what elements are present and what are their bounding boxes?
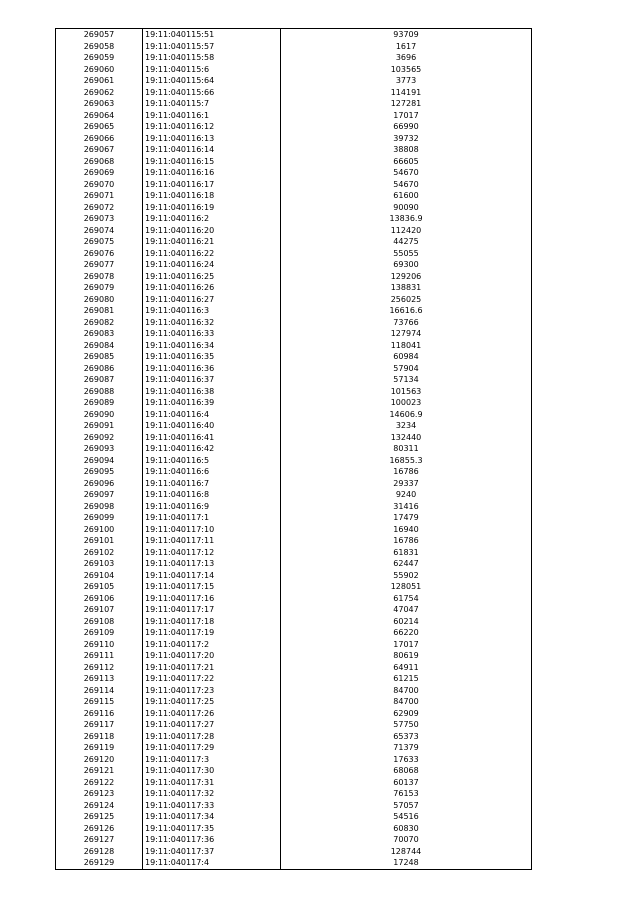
value-cell: 60830 — [393, 823, 419, 833]
table-row — [56, 731, 532, 743]
value-cell: 114191 — [390, 87, 422, 97]
value-cell: 76153 — [393, 789, 419, 798]
table-row — [56, 190, 532, 202]
table-row — [56, 75, 532, 87]
value-cell: 61754 — [393, 593, 419, 603]
row-id-cell: 269093 — [56, 443, 143, 455]
row-id-cell: 269075 — [56, 236, 143, 248]
value-cell: 16855.3 — [389, 455, 423, 465]
row-id-cell: 269112 — [56, 662, 143, 674]
value-cell: 14606.9 — [389, 409, 423, 419]
cadastral-number-cell: 19:11:040116:32 — [143, 317, 281, 329]
cadastral-number-cell: 19:11:040117:20 — [143, 650, 281, 662]
row-id-cell: 269099 — [56, 512, 143, 524]
value-cell: 138831 — [390, 283, 422, 292]
row-id-cell: 269084 — [56, 340, 143, 352]
table-row — [56, 455, 532, 467]
row-id-cell: 269104 — [56, 570, 143, 582]
table-row — [56, 374, 532, 386]
value-cell: 84700 — [393, 685, 419, 695]
row-id-cell: 269105 — [56, 581, 143, 593]
row-id-cell: 269098 — [56, 501, 143, 513]
cadastral-number-cell: 19:11:040115:66 — [143, 87, 281, 99]
row-id-cell: 269111 — [56, 650, 143, 662]
cadastral-number-cell: 19:11:040116:5 — [143, 455, 281, 467]
table-row — [56, 248, 532, 260]
cadastral-number-cell: 19:11:040115:6 — [143, 64, 281, 76]
value-cell: 17633 — [393, 754, 419, 764]
value-cell: 127281 — [390, 99, 422, 108]
cadastral-number-cell: 19:11:040116:16 — [143, 167, 281, 179]
value-cell: 132440 — [390, 432, 422, 442]
value-cell: 71379 — [393, 743, 419, 752]
value-cell: 66220 — [393, 628, 419, 637]
table-row — [56, 834, 532, 846]
row-id-cell: 269095 — [56, 466, 143, 478]
table-row — [56, 52, 532, 64]
value-cell: 16786 — [393, 467, 419, 476]
table-row — [56, 443, 532, 455]
row-id-cell: 269063 — [56, 98, 143, 110]
table-row — [56, 535, 532, 547]
table-row — [56, 604, 532, 616]
table-row — [56, 202, 532, 214]
table-row — [56, 144, 532, 156]
row-id-cell: 269109 — [56, 627, 143, 639]
table-row — [56, 328, 532, 340]
cadastral-number-cell: 19:11:040116:14 — [143, 144, 281, 156]
row-id-cell: 269092 — [56, 432, 143, 444]
cadastral-number-cell: 19:11:040116:40 — [143, 420, 281, 432]
row-id-cell: 269074 — [56, 225, 143, 237]
table-row — [56, 121, 532, 133]
table-row — [56, 282, 532, 294]
cadastral-number-cell: 19:11:040116:1 — [143, 110, 281, 122]
row-id-cell: 269108 — [56, 616, 143, 628]
value-cell: 44275 — [393, 237, 419, 246]
value-cell: 129206 — [390, 271, 422, 281]
row-id-cell: 269061 — [56, 75, 143, 87]
value-cell: 17248 — [393, 858, 419, 867]
table-row — [56, 305, 532, 317]
value-cell: 3696 — [395, 53, 417, 62]
value-cell: 70070 — [393, 835, 419, 844]
cadastral-number-cell: 19:11:040117:21 — [143, 662, 281, 674]
cadastral-number-cell: 19:11:040117:36 — [143, 834, 281, 846]
row-id-cell: 269103 — [56, 558, 143, 570]
cadastral-number-cell: 19:11:040117:33 — [143, 800, 281, 812]
table-row — [56, 236, 532, 248]
cadastral-number-cell: 19:11:040116:25 — [143, 271, 281, 283]
table-row — [56, 811, 532, 823]
cadastral-number-cell: 19:11:040116:38 — [143, 386, 281, 398]
table-row — [56, 29, 532, 41]
row-id-cell: 269071 — [56, 190, 143, 202]
cadastral-number-cell: 19:11:040117:25 — [143, 696, 281, 708]
value-cell: 16940 — [393, 524, 419, 534]
value-cell: 128051 — [390, 582, 422, 591]
cadastral-number-cell: 19:11:040117:18 — [143, 616, 281, 628]
data-table — [55, 28, 532, 870]
table-row — [56, 742, 532, 754]
cadastral-number-cell: 19:11:040116:19 — [143, 202, 281, 214]
cadastral-number-cell: 19:11:040116:8 — [143, 489, 281, 501]
table-row — [56, 98, 532, 110]
table-row — [56, 409, 532, 421]
cadastral-number-cell: 19:11:040117:13 — [143, 558, 281, 570]
value-cell: 65373 — [393, 731, 419, 741]
value-cell: 84700 — [393, 697, 419, 706]
value-cell: 57057 — [393, 800, 419, 810]
value-cell: 55902 — [393, 570, 419, 580]
row-id-cell: 269128 — [56, 846, 143, 858]
value-cell: 17017 — [393, 639, 419, 649]
row-id-cell: 269107 — [56, 604, 143, 616]
cadastral-number-cell: 19:11:040117:12 — [143, 547, 281, 559]
value-cell: 69300 — [393, 260, 419, 269]
cadastral-number-cell: 19:11:040117:14 — [143, 570, 281, 582]
value-cell: 3773 — [395, 76, 417, 85]
cadastral-number-cell: 19:11:040117:16 — [143, 593, 281, 605]
row-id-cell: 269060 — [56, 64, 143, 76]
cadastral-number-cell: 19:11:040117:1 — [143, 512, 281, 524]
row-id-cell: 269076 — [56, 248, 143, 260]
cadastral-number-cell: 19:11:040117:3 — [143, 754, 281, 766]
cadastral-number-cell: 19:11:040116:41 — [143, 432, 281, 444]
row-id-cell: 269100 — [56, 524, 143, 536]
cadastral-number-cell: 19:11:040116:26 — [143, 282, 281, 294]
table-row — [56, 41, 532, 53]
cadastral-number-cell: 19:11:040116:15 — [143, 156, 281, 168]
cadastral-number-cell: 19:11:040116:27 — [143, 294, 281, 306]
value-cell: 3234 — [395, 421, 417, 430]
table-row — [56, 478, 532, 490]
row-id-cell: 269101 — [56, 535, 143, 547]
cadastral-number-cell: 19:11:040116:6 — [143, 466, 281, 478]
cadastral-number-cell: 19:11:040116:42 — [143, 443, 281, 455]
table-row — [56, 846, 532, 858]
row-id-cell: 269124 — [56, 800, 143, 812]
row-id-cell: 269081 — [56, 305, 143, 317]
row-id-cell: 269066 — [56, 133, 143, 145]
table-row — [56, 616, 532, 628]
value-cell: 68068 — [393, 766, 419, 775]
row-id-cell: 269115 — [56, 696, 143, 708]
row-id-cell: 269102 — [56, 547, 143, 559]
cadastral-number-cell: 19:11:040116:7 — [143, 478, 281, 490]
row-id-cell: 269086 — [56, 363, 143, 375]
row-id-cell: 269110 — [56, 639, 143, 651]
cadastral-number-cell: 19:11:040116:18 — [143, 190, 281, 202]
row-id-cell: 269126 — [56, 823, 143, 835]
cadastral-number-cell: 19:11:040117:37 — [143, 846, 281, 858]
value-cell: 16616.6 — [389, 306, 423, 315]
value-cell: 54670 — [393, 179, 419, 189]
row-id-cell: 269091 — [56, 420, 143, 432]
row-id-cell: 269073 — [56, 213, 143, 225]
cadastral-number-cell: 19:11:040117:29 — [143, 742, 281, 754]
value-cell: 38808 — [393, 145, 419, 154]
row-id-cell: 269121 — [56, 765, 143, 777]
value-cell: 39732 — [393, 133, 419, 143]
row-id-cell: 269129 — [56, 857, 143, 869]
value-cell: 80311 — [393, 444, 419, 453]
cadastral-number-cell: 19:11:040116:35 — [143, 351, 281, 363]
value-cell: 57904 — [393, 363, 419, 373]
table-row — [56, 673, 532, 685]
row-id-cell: 269070 — [56, 179, 143, 191]
row-id-cell: 269087 — [56, 374, 143, 386]
cadastral-number-cell: 19:11:040117:2 — [143, 639, 281, 651]
cadastral-number-cell: 19:11:040117:32 — [143, 788, 281, 800]
table-row — [56, 777, 532, 789]
cadastral-number-cell: 19:11:040116:2 — [143, 213, 281, 225]
row-id-cell: 269082 — [56, 317, 143, 329]
cadastral-number-cell: 19:11:040117:34 — [143, 811, 281, 823]
value-cell: 90090 — [393, 202, 419, 212]
row-id-cell: 269083 — [56, 328, 143, 340]
cadastral-number-cell: 19:11:040116:22 — [143, 248, 281, 260]
row-id-cell: 269065 — [56, 121, 143, 133]
value-cell: 13836.9 — [389, 214, 423, 223]
table-row — [56, 800, 532, 812]
value-cell: 61831 — [393, 547, 419, 557]
row-id-cell: 269067 — [56, 144, 143, 156]
table-row — [56, 397, 532, 409]
table-row — [56, 558, 532, 570]
value-cell: 66605 — [393, 156, 419, 166]
table-row — [56, 432, 532, 444]
table-row — [56, 156, 532, 168]
value-cell: 55055 — [393, 248, 419, 258]
table-row — [56, 719, 532, 731]
cadastral-number-cell: 19:11:040117:11 — [143, 535, 281, 547]
row-id-cell: 269085 — [56, 351, 143, 363]
cadastral-number-cell: 19:11:040116:20 — [143, 225, 281, 237]
row-id-cell: 269106 — [56, 593, 143, 605]
cadastral-number-cell: 19:11:040117:31 — [143, 777, 281, 789]
row-id-cell: 269094 — [56, 455, 143, 467]
table-row — [56, 524, 532, 536]
row-id-cell: 269114 — [56, 685, 143, 697]
value-cell: 101563 — [390, 386, 422, 396]
row-id-cell: 269113 — [56, 673, 143, 685]
row-id-cell: 269079 — [56, 282, 143, 294]
cadastral-number-cell: 19:11:040116:4 — [143, 409, 281, 421]
value-cell: 118041 — [390, 340, 422, 350]
cadastral-number-cell: 19:11:040117:30 — [143, 765, 281, 777]
cadastral-number-cell: 19:11:040115:57 — [143, 41, 281, 53]
table-row — [56, 87, 532, 99]
cadastral-number-cell: 19:11:040116:9 — [143, 501, 281, 513]
table-row — [56, 857, 532, 869]
row-id-cell: 269078 — [56, 271, 143, 283]
value-cell: 100023 — [390, 398, 422, 407]
table-row — [56, 639, 532, 651]
cadastral-number-cell: 19:11:040117:22 — [143, 673, 281, 685]
value-cell: 57750 — [393, 720, 419, 729]
value-cell: 127974 — [390, 329, 422, 338]
cadastral-number-cell: 19:11:040116:21 — [143, 236, 281, 248]
table-row — [56, 708, 532, 720]
cadastral-number-cell: 19:11:040117:17 — [143, 604, 281, 616]
row-id-cell: 269062 — [56, 87, 143, 99]
value-cell: 61600 — [393, 191, 419, 200]
table-row — [56, 271, 532, 283]
value-cell: 54670 — [393, 168, 419, 177]
table-row — [56, 64, 532, 76]
value-cell: 103565 — [390, 64, 422, 74]
table-row — [56, 167, 532, 179]
table-row — [56, 110, 532, 122]
cadastral-number-cell: 19:11:040116:12 — [143, 121, 281, 133]
table-row — [56, 363, 532, 375]
row-id-cell: 269116 — [56, 708, 143, 720]
cadastral-number-cell: 19:11:040116:33 — [143, 328, 281, 340]
row-id-cell: 269120 — [56, 754, 143, 766]
table-row — [56, 547, 532, 559]
cadastral-number-cell: 19:11:040116:13 — [143, 133, 281, 145]
table-row — [56, 512, 532, 524]
table-row — [56, 294, 532, 306]
table-row — [56, 466, 532, 478]
cadastral-number-cell: 19:11:040116:36 — [143, 363, 281, 375]
row-id-cell: 269127 — [56, 834, 143, 846]
cadastral-number-cell: 19:11:040116:37 — [143, 374, 281, 386]
table-row — [56, 662, 532, 674]
row-id-cell: 269122 — [56, 777, 143, 789]
table-row — [56, 213, 532, 225]
value-cell: 17479 — [393, 513, 419, 522]
cadastral-number-cell: 19:11:040117:10 — [143, 524, 281, 536]
row-id-cell: 269059 — [56, 52, 143, 64]
cadastral-number-cell: 19:11:040117:26 — [143, 708, 281, 720]
row-id-cell: 269089 — [56, 397, 143, 409]
value-cell: 17017 — [393, 110, 419, 120]
table-body — [56, 29, 532, 870]
table-row — [56, 420, 532, 432]
value-cell: 47047 — [393, 605, 419, 614]
value-cell: 9240 — [395, 490, 417, 499]
table-row — [56, 650, 532, 662]
table-row — [56, 581, 532, 593]
row-id-cell: 269080 — [56, 294, 143, 306]
row-id-cell: 269088 — [56, 386, 143, 398]
table-row — [56, 386, 532, 398]
cadastral-number-cell: 19:11:040116:34 — [143, 340, 281, 352]
value-cell: 31416 — [393, 501, 419, 511]
cadastral-number-cell: 19:11:040115:64 — [143, 75, 281, 87]
table-row — [56, 696, 532, 708]
value-cell: 60984 — [393, 352, 419, 361]
row-id-cell: 269072 — [56, 202, 143, 214]
cadastral-number-cell: 19:11:040116:17 — [143, 179, 281, 191]
value-cell: 60214 — [393, 616, 419, 626]
table-row — [56, 317, 532, 329]
row-id-cell: 269068 — [56, 156, 143, 168]
cadastral-number-cell: 19:11:040115:7 — [143, 98, 281, 110]
table-row — [56, 627, 532, 639]
table-row — [56, 501, 532, 513]
table-row — [56, 351, 532, 363]
row-id-cell: 269058 — [56, 41, 143, 53]
value-cell: 60137 — [393, 777, 419, 787]
table-row — [56, 489, 532, 501]
table-row — [56, 225, 532, 237]
value-cell: 1617 — [395, 41, 417, 51]
table-row — [56, 765, 532, 777]
value-cell: 112420 — [390, 225, 422, 235]
cadastral-number-cell: 19:11:040117:27 — [143, 719, 281, 731]
row-id-cell: 269097 — [56, 489, 143, 501]
cadastral-number-cell: 19:11:040116:24 — [143, 259, 281, 271]
cadastral-number-cell: 19:11:040117:19 — [143, 627, 281, 639]
row-id-cell: 269117 — [56, 719, 143, 731]
row-id-cell: 269119 — [56, 742, 143, 754]
value-cell: 62909 — [393, 708, 419, 718]
cadastral-number-cell: 19:11:040115:58 — [143, 52, 281, 64]
row-id-cell: 269118 — [56, 731, 143, 743]
value-cell: 73766 — [393, 317, 419, 327]
row-id-cell: 269077 — [56, 259, 143, 271]
cadastral-number-cell: 19:11:040117:35 — [143, 823, 281, 835]
cadastral-number-cell: 19:11:040117:23 — [143, 685, 281, 697]
row-id-cell: 269090 — [56, 409, 143, 421]
cadastral-number-cell: 19:11:040117:28 — [143, 731, 281, 743]
value-cell: 29337 — [393, 478, 419, 488]
value-cell: 64911 — [393, 662, 419, 672]
row-id-cell: 269123 — [56, 788, 143, 800]
table-row — [56, 823, 532, 835]
table-row — [56, 133, 532, 145]
cadastral-number-cell: 19:11:040116:3 — [143, 305, 281, 317]
table-row — [56, 179, 532, 191]
row-id-cell: 269064 — [56, 110, 143, 122]
cadastral-number-cell: 19:11:040117:4 — [143, 857, 281, 869]
table-row — [56, 259, 532, 271]
value-cell: 93709 — [393, 30, 419, 39]
value-cell: 57134 — [393, 375, 419, 384]
table-row — [56, 593, 532, 605]
value-cell: 62447 — [393, 559, 419, 568]
table-row — [56, 340, 532, 352]
cadastral-number-cell: 19:11:040117:15 — [143, 581, 281, 593]
value-cell: 61215 — [393, 674, 419, 683]
value-cell: 66990 — [393, 122, 419, 131]
table-row — [56, 788, 532, 800]
cadastral-number-cell: 19:11:040116:39 — [143, 397, 281, 409]
value-cell: 128744 — [390, 846, 422, 856]
table-row — [56, 754, 532, 766]
table-row — [56, 685, 532, 697]
row-id-cell: 269125 — [56, 811, 143, 823]
value-cell: 256025 — [390, 294, 422, 304]
value-cell: 16786 — [393, 536, 419, 545]
value-cell: 80619 — [393, 651, 419, 660]
table-row — [56, 570, 532, 582]
row-id-cell: 269096 — [56, 478, 143, 490]
cadastral-number-cell: 19:11:040115:51 — [143, 29, 281, 41]
row-id-cell: 269057 — [56, 29, 143, 41]
row-id-cell: 269069 — [56, 167, 143, 179]
value-cell: 54516 — [393, 812, 419, 821]
